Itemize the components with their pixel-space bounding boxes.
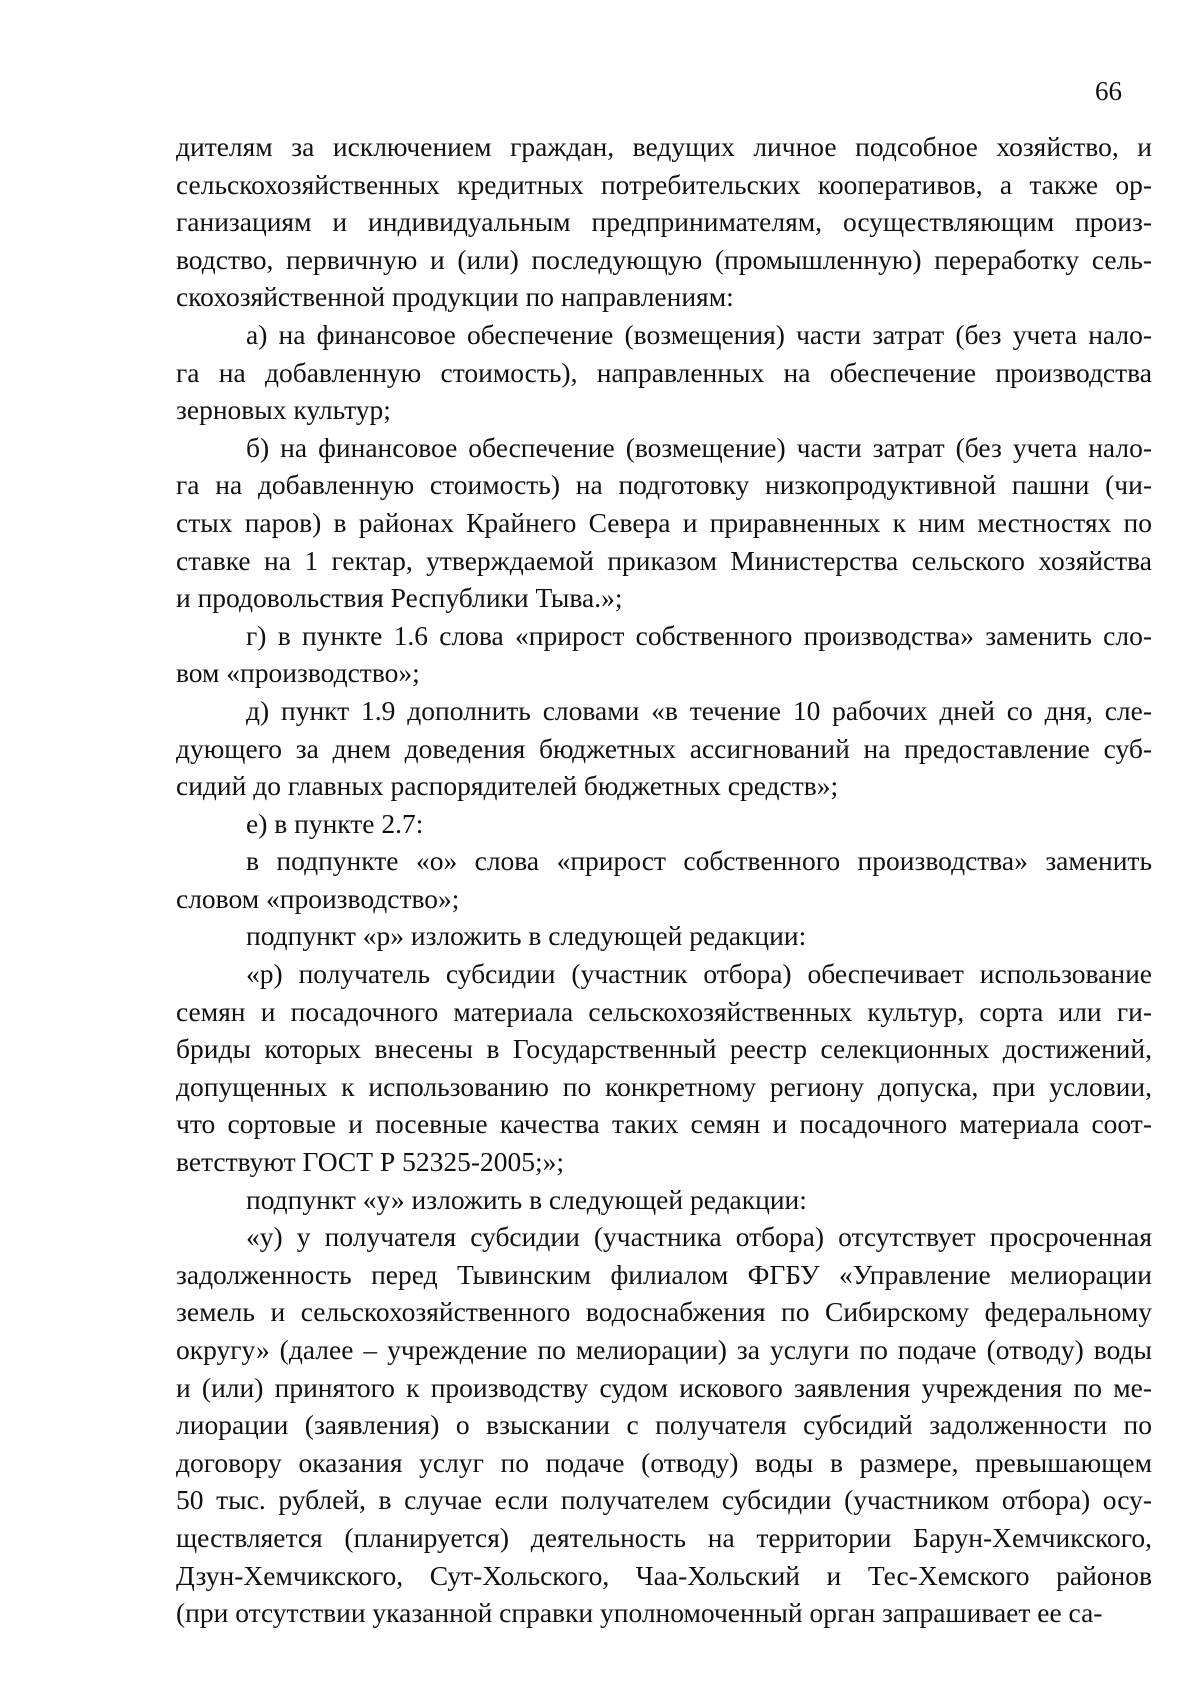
text-line: ганизациям и индивидуальным предпринимателям, осуществляющим произ-: [176, 206, 1152, 238]
text-line: г) в пункте 1.6 слова «прирост собственного производства» заменить сло-: [246, 619, 1152, 651]
paragraph: [176, 128, 1152, 316]
text-line: словом «производство»;: [176, 882, 460, 914]
text-line: Дзун-Хемчикского, Сут-Хольского, Чаа-Хольский и Тес-Хемского районов: [176, 1559, 1152, 1591]
text-line: договору оказания услуг по подаче (отводу) воды в размере, превышающем: [176, 1446, 1152, 1478]
text-line: «р) получатель субсидии (участник отбора) обеспечивает использование: [246, 958, 1152, 990]
paragraph: [176, 842, 1152, 917]
text-line: ществляется (планируется) деятельность на территории Барун-Хемчикского,: [176, 1521, 1152, 1553]
text-line: земель и сельскохозяйственного водоснабжения по Сибирскому федеральному: [176, 1296, 1152, 1328]
text-line: семян и посадочного материала сельскохозяйственных культур, сорта или ги-: [176, 995, 1152, 1027]
text-line: ставке на 1 гектар, утверждаемой приказом Министерства сельского хозяйства: [176, 544, 1152, 576]
text-line: д) пункт 1.9 дополнить словами «в течение 10 рабочих дней со дня, сле-: [246, 694, 1152, 726]
text-line: вом «производство»;: [176, 657, 420, 689]
paragraph: [176, 917, 1152, 955]
paragraph: [176, 1181, 1152, 1219]
text-line: допущенных к использованию по конкретному региону допуска, при условии,: [176, 1070, 1152, 1102]
paragraph: [176, 617, 1152, 692]
paragraph: [176, 429, 1152, 617]
paragraph: [176, 316, 1152, 429]
text-line: скохозяйственной продукции по направлениям:: [176, 281, 734, 313]
text-line: га на добавленную стоимость) на подготовку низкопродуктивной пашни (чи-: [176, 469, 1152, 501]
text-line: сидий до главных распорядителей бюджетных средств»;: [176, 770, 839, 802]
document-body: [176, 128, 1152, 1632]
text-line: ветствуют ГОСТ Р 52325-2005;»;: [176, 1146, 565, 1178]
text-line: водство, первичную и (или) последующую (промышленную) переработку сель-: [176, 243, 1152, 275]
page-number: 66: [1095, 76, 1122, 106]
text-line: стых паров) в районах Крайнего Севера и приравненных к ним местностях по: [176, 506, 1152, 538]
paragraph: [176, 692, 1152, 805]
text-line: и продовольствия Республики Тыва.»;: [176, 582, 623, 614]
paragraph: [176, 955, 1152, 1181]
text-line: «у) у получателя субсидии (участника отбора) отсутствует просроченная: [246, 1221, 1152, 1253]
text-line: подпункт «у» изложить в следующей редакции:: [246, 1183, 807, 1215]
text-line: га на добавленную стоимость), направленных на обеспечение производства: [176, 356, 1152, 388]
paragraph: [176, 1218, 1152, 1632]
text-line: что сортовые и посевные качества таких семян и посадочного материала соот-: [176, 1108, 1152, 1140]
text-line: 50 тыс. рублей, в случае если получателем субсидии (участником отбора) осу-: [176, 1484, 1152, 1516]
text-line: сельскохозяйственных кредитных потребительских кооперативов, а также ор-: [176, 168, 1152, 200]
text-line: дителям за исключением граждан, ведущих личное подсобное хозяйство, и: [176, 131, 1152, 162]
text-line: б) на финансовое обеспечение (возмещение) части затрат (без учета нало-: [246, 431, 1152, 463]
text-line: подпункт «р» изложить в следующей редакции:: [246, 920, 807, 952]
text-line: в подпункте «о» слова «прирост собственного производства» заменить: [246, 845, 1152, 877]
text-line: задолженность перед Тывинским филиалом ФГБУ «Управление мелиорации: [176, 1258, 1152, 1290]
text-line: лиорации (заявления) о взыскании с получателя субсидий задолженности по: [176, 1409, 1152, 1441]
text-line: е) в пункте 2.7:: [246, 807, 424, 839]
text-line: и (или) принятого к производству судом искового заявления учреждения по ме-: [176, 1371, 1152, 1403]
text-line: дующего за днем доведения бюджетных ассигнований на предоставление суб-: [176, 732, 1152, 764]
text-line: бриды которых внесены в Государственный реестр селекционных достижений,: [176, 1033, 1152, 1065]
paragraph: [176, 805, 1152, 843]
text-line: округу» (далее – учреждение по мелиорации) за услуги по подаче (отводу) воды: [176, 1334, 1152, 1365]
text-line: а) на финансовое обеспечение (возмещения) части затрат (без учета нало-: [246, 318, 1152, 350]
text-line: зерновых культур;: [176, 394, 391, 426]
text-line: (при отсутствии указанной справки уполномоченный орган запрашивает ее са-: [176, 1597, 1103, 1629]
